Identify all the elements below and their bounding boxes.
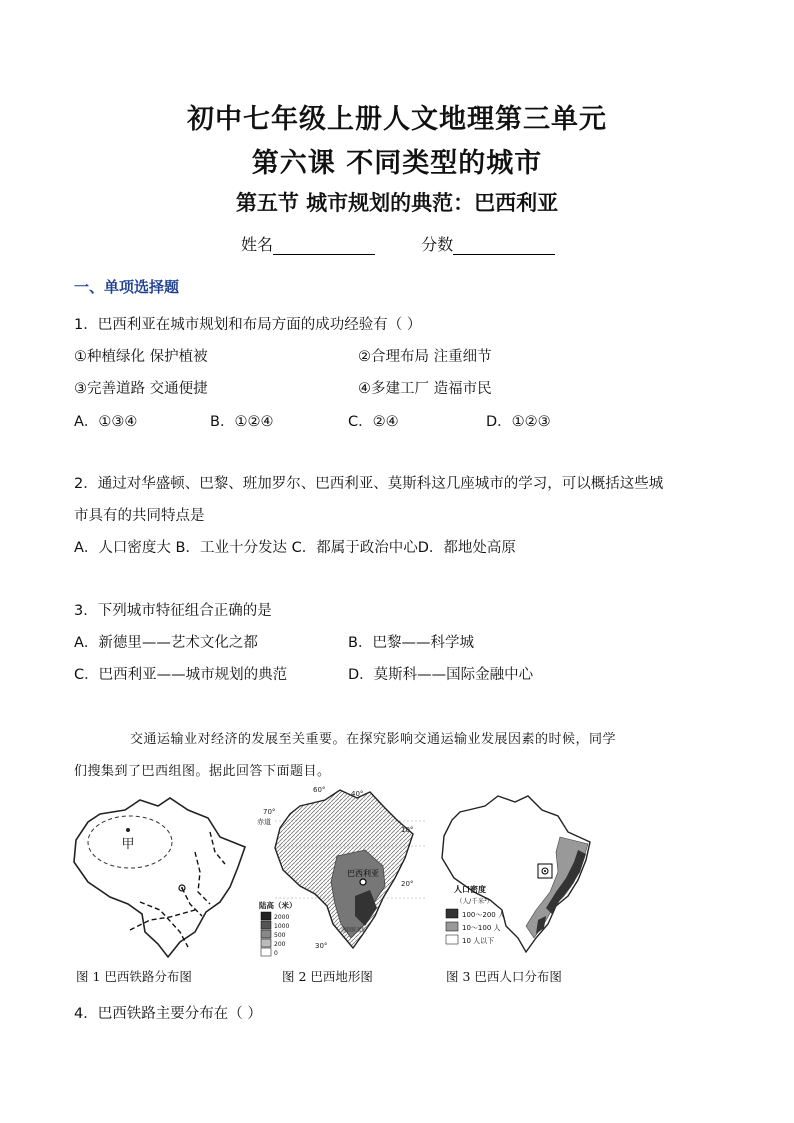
lon-40: 40° [351, 790, 364, 798]
fig2-legend-500: 500 [274, 932, 286, 939]
q1-statement-4: ④多建工厂 造福市民 [358, 381, 492, 397]
title-line2: 第六课 不同类型的城市 [251, 148, 543, 179]
figure-3-caption: 图 3 巴西人口分布图 [446, 969, 562, 984]
q1-option-d[interactable]: D．①②③ [486, 414, 551, 430]
fig2-legend-2000: 2000 [274, 914, 290, 921]
figure-1-svg [70, 792, 250, 962]
score-blank[interactable] [453, 238, 555, 255]
q1-statement-2: ②合理布局 注重细节 [358, 349, 492, 365]
fig3-legend-high: 100～200 人 [462, 911, 505, 919]
q1-statement-1: ①种植绿化 保护植被 [74, 349, 208, 365]
fig3-legend-title: 人口密度 [454, 885, 486, 894]
q3-stem: 3．下列城市特征组合正确的是 [74, 603, 272, 619]
q1-stem: 1．巴西利亚在城市规划和布局方面的成功经验有（ ） [74, 317, 422, 333]
railway-line-4 [210, 832, 225, 864]
q3-option-d[interactable]: D．莫斯科——国际金融中心 [348, 667, 534, 683]
q2-options[interactable]: A．人口密度大 B．工业十分发达 C．都属于政治中心D．都地处高原 [74, 540, 516, 556]
fig2-legend-title: 陆高（米） [259, 901, 297, 910]
railway-line-1 [140, 902, 188, 947]
section-heading: 一、单项选择题 [74, 278, 180, 296]
q4-stem: 4．巴西铁路主要分布在（ ） [74, 1006, 262, 1022]
brasilia-marker [360, 879, 366, 885]
fig2-legend [259, 900, 297, 957]
q2-stem-line2: 市具有的共同特点是 [74, 508, 205, 524]
fig2-legend-0: 0 [274, 950, 278, 957]
title-line3: 第五节 城市规划的典范：巴西利亚 [235, 190, 559, 215]
lat-20: 20° [401, 880, 414, 888]
brazil-outline [74, 798, 245, 957]
fig3-legend-mid: 10～100 人 [462, 924, 501, 932]
tropic-label: 南回归线 [341, 927, 366, 934]
railway-line-3 [195, 852, 210, 904]
fig3-legend-low: 10 人以下 [462, 937, 495, 945]
name-blank[interactable] [273, 238, 375, 255]
figure-2-svg [255, 786, 430, 966]
q3-option-c[interactable]: C．巴西利亚——城市规划的典范 [74, 667, 288, 683]
fig2-legend-1000: 1000 [274, 923, 290, 930]
figure-2-caption: 图 2 巴西地形图 [282, 969, 373, 984]
figure-1-railway-map [70, 792, 250, 962]
q3-option-a[interactable]: A．新德里——艺术文化之都 [74, 635, 258, 651]
name-label: 姓名 [241, 235, 274, 254]
title-line1: 初中七年级上册人文地理第三单元 [187, 104, 607, 135]
fig2-legend-200: 200 [274, 941, 286, 948]
q1-option-c[interactable]: C．②④ [348, 414, 399, 430]
q3-option-b[interactable]: B．巴黎——科学城 [348, 635, 474, 651]
q1-option-a[interactable]: A．①③④ [74, 414, 138, 430]
passage-line1: 交通运输业对经济的发展至关重要。在探究影响交通运输业发展因素的时候，同学 [130, 732, 617, 747]
q2-stem-line1: 2．通过对华盛顿、巴黎、班加罗尔、巴西利亚、莫斯科这几座城市的学习，可以概括这些城 [74, 476, 664, 492]
region-jia-label: 甲 [121, 837, 135, 852]
lat-60: 60° [313, 786, 326, 794]
score-label: 分数 [421, 235, 454, 254]
figure-1-caption: 图 1 巴西铁路分布图 [76, 969, 192, 984]
fig3-legend-unit: （人/千米²） [456, 897, 494, 905]
name-score-row [241, 232, 555, 255]
region-jia-dot [126, 828, 130, 832]
passage-line2: 们搜集到了巴西组图。据此回答下面题目。 [74, 764, 331, 779]
figure-3-population-map [440, 792, 615, 962]
lat-10: 10° [401, 826, 414, 834]
brasilia-label: 巴西利亚 [347, 869, 379, 878]
figure-3-svg [440, 792, 615, 962]
figure-2-terrain-map [255, 786, 430, 966]
lon-70: 70° [263, 808, 276, 816]
lat-30: 30° [315, 942, 328, 950]
lat-equator: 赤道 [257, 818, 271, 826]
q1-statement-3: ③完善道路 交通便捷 [74, 381, 208, 397]
q1-option-b[interactable]: B．①②④ [210, 414, 274, 430]
